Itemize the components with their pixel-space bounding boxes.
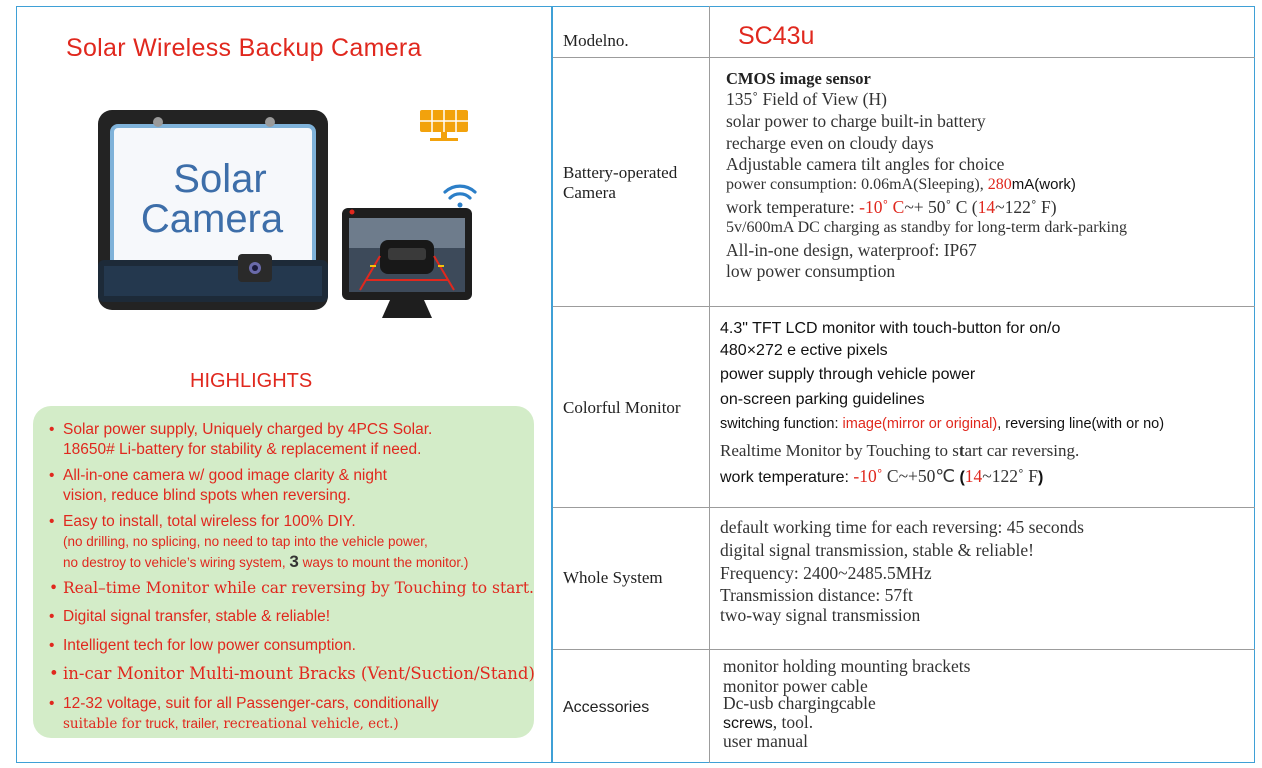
highlight-item-5: • Digital signal transfer, stable & reliable! xyxy=(49,608,331,625)
accessory-item: Dc-usb chargingcable xyxy=(723,693,876,713)
monitor-spec-1: 4.3" TFT LCD monitor with touch-button for on/o xyxy=(720,320,1061,337)
system-label: Whole System xyxy=(563,568,663,587)
camera-spec-9: All-in-one design, waterproof: IP67 xyxy=(726,240,977,260)
system-spec-3: Frequency: 2400~2485.5MHz xyxy=(720,563,932,583)
plate-text-1: Solar xyxy=(173,157,267,201)
plate-frame xyxy=(98,110,328,310)
camera-spec-7: work temperature: -10˚ C~+ 50˚ C (14~122˚ F) xyxy=(726,197,1057,217)
accessory-item: user manual xyxy=(723,731,809,751)
monitor-spec-6: Realtime Monitor by Touching to start car reversing. xyxy=(720,441,1080,460)
model-label: Modelno. xyxy=(563,31,629,50)
monitor-spec-5: switching function: image(mirror or original), reversing line(with or no) xyxy=(720,416,1165,432)
camera-spec-1: CMOS image sensor xyxy=(726,69,871,88)
highlight-item-2: • All-in-one camera w/ good image clarity & night vision, reduce blind spots when reversing. xyxy=(49,467,387,504)
highlights-heading: HIGHLIGHTS xyxy=(190,370,313,392)
monitor-label: Colorful Monitor xyxy=(563,398,681,417)
highlight-item-7: • in-car Monitor Multi-mount Bracks (Vent/Suction/Stand) xyxy=(49,664,535,683)
camera-spec-10: low power consumption xyxy=(726,261,896,281)
accessory-item: screws, tool. xyxy=(723,712,814,732)
system-spec-1: default working time for each reversing: 45 seconds xyxy=(720,517,1084,537)
highlight-item-8: • 12-32 voltage, suit for all Passenger-cars, conditionally suitable for truck, trailer, recreational vehicle, ect.) xyxy=(49,695,439,732)
accessory-item: monitor power cable xyxy=(723,676,868,696)
camera-label: Battery-operated Camera xyxy=(563,163,678,202)
highlight-item-4: • Real–time Monitor while car reversing by Touching to start. xyxy=(49,579,534,597)
page-title: Solar Wireless Backup Camera xyxy=(66,34,422,62)
camera-spec-3: solar power to charge built-in battery xyxy=(726,111,986,131)
monitor-device xyxy=(342,208,472,318)
solar-panel-icon xyxy=(420,110,468,141)
plate-text-2: Camera xyxy=(140,197,284,241)
camera-spec-4: recharge even on cloudy days xyxy=(726,133,934,153)
row-divider xyxy=(553,507,1255,508)
highlight-item-1: • Solar power supply, Uniquely charged by 4PCS Solar. 18650# Li-battery for stability & replacement if need. xyxy=(49,421,433,458)
row-divider xyxy=(553,649,1255,650)
product-image xyxy=(90,100,480,340)
system-spec-5: two-way signal transmission xyxy=(720,605,921,625)
accessory-item: monitor holding mounting brackets xyxy=(723,656,971,676)
highlight-item-6: • Intelligent tech for low power consumption. xyxy=(49,637,356,654)
system-spec-4: Transmission distance: 57ft xyxy=(720,585,913,605)
monitor-spec-4: on-screen parking guidelines xyxy=(720,391,925,408)
wifi-icon xyxy=(445,186,475,207)
accessories-label: Accessories xyxy=(563,699,650,716)
camera-spec-2: 135˚ Field of View (H) xyxy=(726,89,887,109)
row-divider xyxy=(553,306,1255,307)
highlight-item-3: • Easy to install, total wireless for 100% DIY. (no drilling, no splicing, no need to tap into the vehicle power, no destroy to vehicle’s wiring system, 3 ways to mount the monitor.) xyxy=(49,513,469,571)
row-divider xyxy=(553,57,1255,58)
model-value: SC43u xyxy=(738,22,815,50)
monitor-spec-2: 480×272 e ective pixels xyxy=(720,342,888,359)
monitor-spec-7: work temperature: -10˚ C~+50℃ (14~122˚ F) xyxy=(720,466,1044,486)
system-spec-2: digital signal transmission, stable & reliable! xyxy=(720,540,1034,560)
camera-spec-8: 5v/600mA DC charging as standby for long-term dark-parking xyxy=(726,219,1127,236)
monitor-spec-3: power supply through vehicle power xyxy=(720,366,976,383)
camera-spec-6: power consumption: 0.06mA(Sleeping), 280mA(work) xyxy=(726,176,1076,193)
camera-spec-5: Adjustable camera tilt angles for choice xyxy=(726,154,1005,174)
